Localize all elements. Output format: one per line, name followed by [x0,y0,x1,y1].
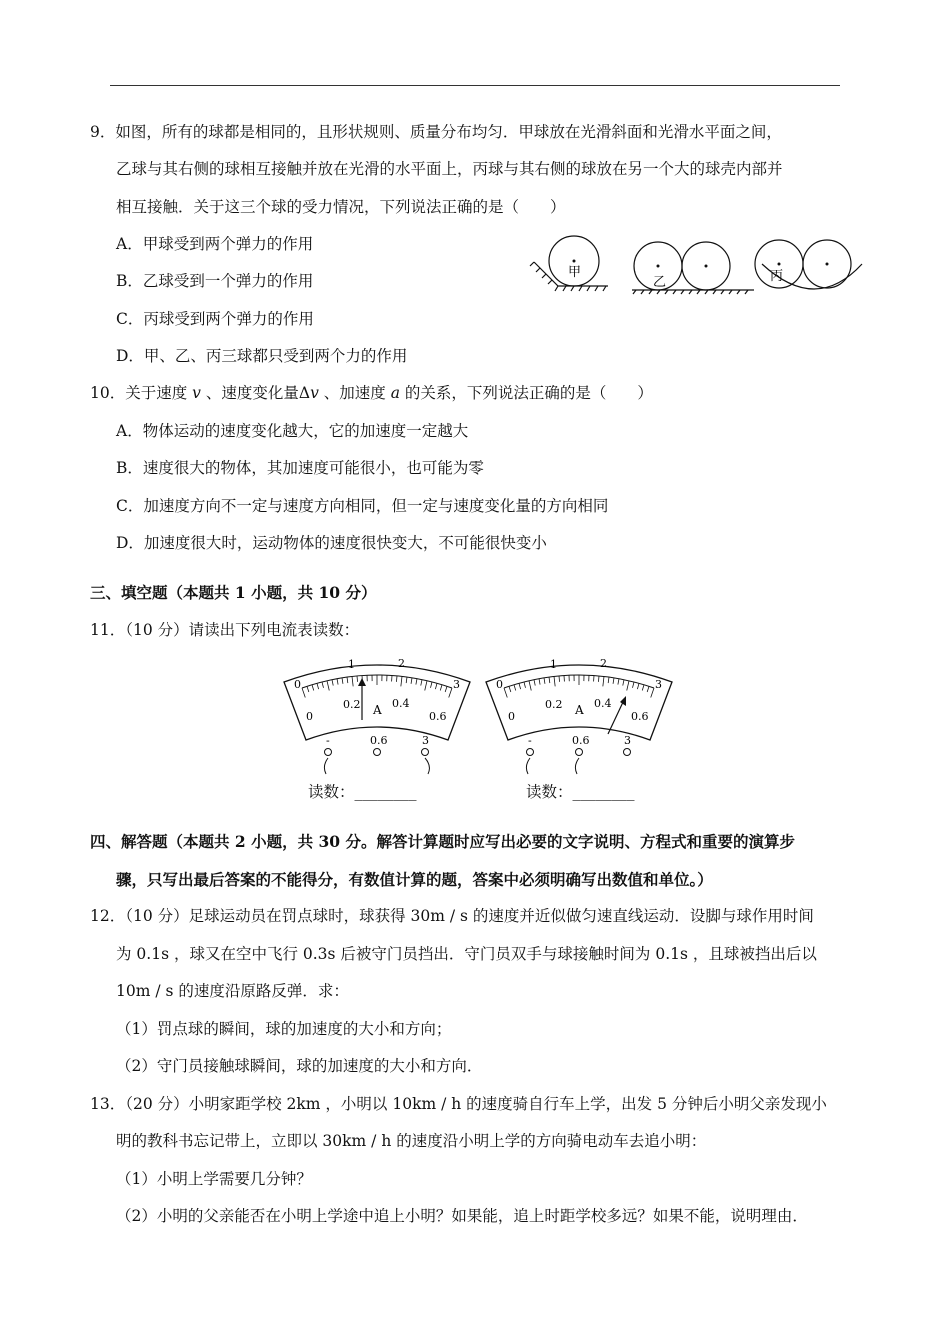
q10-option-b: B．速度很大的物体，其加速度可能很小，也可能为零 [116,459,484,477]
scale-tick [352,676,353,686]
q10-stem-post: 的关系，下列说法正确的是（ ） [404,384,653,402]
label-jia: 甲 [568,265,582,280]
q9-stem-line-1: 9．如图，所有的球都是相同的，且形状规则、质量分布均匀．甲球放在光滑斜面和光滑水平面之间， [90,123,782,141]
q9-option-a: A．甲球受到两个弹力的作用 [116,235,314,253]
scale-tick [322,682,323,688]
scale-tick [317,683,319,689]
q10-stem-mid1: 、速度变化量Δ [205,384,311,402]
scale-tick [332,680,333,686]
scale-tick [312,685,314,691]
q13-line-2: 明的教科书忘记带上，立即以 30km / h 的速度沿小明上学的方向骑电动车去追小明： [116,1132,707,1150]
ammeter-2-top-2: 2 [600,657,607,670]
ammeter-2-top-3: 3 [655,678,662,691]
q10-symbol-v: v [192,384,201,402]
ammeter-1-bottom-04: 0.4 [392,697,410,710]
scale-tick [425,681,427,691]
scale-tick [608,677,609,683]
scale-tick [598,676,599,682]
q12-part-1: （1）罚点球的瞬间，球的加速度的大小和方向； [116,1020,452,1038]
q10-option-d: D．加速度很大时，运动物体的速度很快变大，不可能很快变小 [116,534,547,552]
scale-tick [504,688,507,697]
scale-tick [449,688,452,697]
ammeter-1-terminal-06: 0.6 [370,734,388,747]
q10-option-c: C．加速度方向不一定与速度方向相同，但一定与速度变化量的方向相同 [116,497,609,515]
q11-stem: 11．（10 分）请读出下列电流表读数： [90,621,360,639]
ammeter-1-reading: 读数：________ [308,783,417,801]
scale-tick [554,676,555,686]
ammeter-2-terminal-minus: - [528,734,532,747]
scale-tick [524,682,525,688]
q9-option-d: D．甲、乙、丙三球都只受到两个力的作用 [116,347,408,365]
ammeter-2 [482,654,677,779]
scale-tick [435,683,437,689]
scale-tick [431,682,432,688]
scale-tick [539,679,540,685]
scale-tick [445,686,447,692]
scale-tick [337,679,338,685]
scale-tick [421,680,422,686]
scale-tick [647,686,649,692]
section-3-heading: 三、填空题（本题共 1 小题，共 10 分） [90,583,377,602]
scale-tick [307,686,309,692]
scale-tick [347,677,348,683]
ammeter-2-top-1: 1 [550,658,557,671]
scale-tick [302,688,305,697]
ammeter-2-bottom-06: 0.6 [631,710,649,723]
scale-tick [514,685,516,691]
scale-tick [519,683,521,689]
ammeter-1-top-3: 3 [453,678,460,691]
ammeter-1-terminal-3: 3 [422,734,429,747]
scale-tick [327,681,329,691]
scale-tick [342,678,343,684]
ammeter-1-terminal-minus: - [326,734,330,747]
q10-option-a: A．物体运动的速度变化越大，它的加速度一定越大 [116,422,469,440]
ammeter-2-bottom-0: 0 [508,710,515,723]
ammeter-1-bottom-06: 0.6 [429,710,447,723]
q9-option-c: C．丙球受到两个弹力的作用 [116,310,314,328]
scale-tick [642,685,644,691]
ammeter-1-top-2: 2 [398,657,405,670]
q9-option-b: B．乙球受到一个弹力的作用 [116,272,314,290]
q12-line-3: 10m / s 的速度沿原路反弹．求： [116,982,349,1000]
scale-tick [623,680,624,686]
scale-tick [396,676,397,682]
scale-tick [633,682,634,688]
q9-stem-line-3: 相互接触．关于这三个球的受力情况，下列说法正确的是（ ） [116,198,566,216]
scale-tick [559,676,560,682]
q10-symbol-a: a [390,384,400,402]
scale-tick [544,678,545,684]
label-yi: 乙 [653,275,667,290]
ammeter-1 [280,654,475,779]
ammeter-2-bottom-04: 0.4 [594,697,612,710]
scale-tick [534,680,535,686]
ammeter-2-bottom-02: 0.2 [545,698,563,711]
scale-tick [401,676,402,686]
ammeter-2-terminal-3: 3 [624,734,631,747]
scale-tick [651,688,654,697]
q10-stem [90,383,653,403]
q9-ball-figure [528,234,868,296]
ammeter-1-top-0: 0 [294,678,301,691]
q12-line-2: 为 0.1s ，球又在空中飞行 0.3s 后被守门员挡出．守门员双手与球接触时间为 0.1s ，且球被挡出后以 [116,945,817,963]
scale-tick [440,685,442,691]
scale-tick [357,676,358,682]
ammeter-1-top-1: 1 [348,658,355,671]
q13-part-1: （1）小明上学需要几分钟？ [116,1170,312,1188]
ammeter-2-terminal-06: 0.6 [572,734,590,747]
q13-line-1: 13．（20 分）小明家距学校 2km ，小明以 10km / h 的速度骑自行车上学，出发 5 分钟后小明父亲发现小 [90,1095,827,1113]
q13-part-2: （2）小明的父亲能否在小明上学途中追上小明？如果能，追上时距学校多远？如果不能，说明理由． [116,1207,808,1225]
q10-symbol-v2: v [310,384,319,402]
ammeter-1-bottom-0: 0 [306,710,313,723]
q10-stem-mid2: 、加速度 [323,384,386,402]
scale-tick [529,681,531,691]
header-rule [110,85,840,86]
q10-stem-pre: 10．关于速度 [90,384,188,402]
q12-line-1: 12．（10 分）足球运动员在罚点球时，球获得 30m / s 的速度并近似做匀速直线运动．设脚与球作用时间 [90,907,814,925]
section-4-heading-line-2: 骤，只写出最后答案的不能得分，有数值计算的题，答案中必须明确写出数值和单位。） [116,870,713,889]
scale-tick [618,679,619,685]
scale-tick [637,683,639,689]
label-bing: 丙 [770,269,784,284]
scale-tick [411,678,412,684]
scale-tick [549,677,550,683]
ammeter-2-top-0: 0 [496,678,503,691]
ammeter-2-unit: A [575,703,584,717]
ammeter-1-unit: A [373,703,382,717]
ammeter-1-bottom-02: 0.2 [343,698,361,711]
scale-tick [406,677,407,683]
ammeter-2-reading: 读数：________ [526,783,635,801]
scale-tick [603,676,604,686]
q9-stem-line-2: 乙球与其右侧的球相互接触并放在光滑的水平面上，丙球与其右侧的球放在另一个大的球壳内部并 [116,160,783,178]
scale-tick [627,681,629,691]
scale-tick [509,686,511,692]
section-4-heading-line-1: 四、解答题（本题共 2 小题，共 30 分。解答计算题时应写出必要的文字说明、方程式和重要的演算步 [90,832,795,851]
scale-tick [416,679,417,685]
q12-part-2: （2）守门员接触球瞬间，球的加速度的大小和方向． [116,1057,483,1075]
scale-tick [613,678,614,684]
